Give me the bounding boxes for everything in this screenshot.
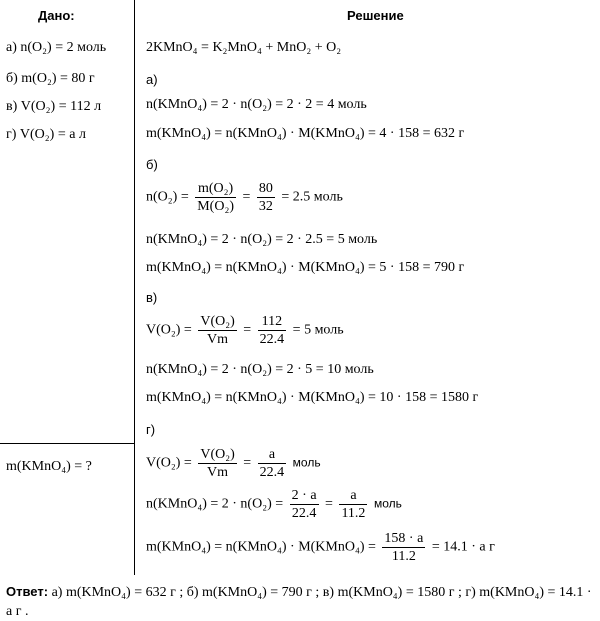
part-b-line-2: n(KMnO₄) = 2 · n(O₂) = 2 · 2.5 = 5 моль [146, 232, 378, 247]
c1-f1-denominator: Vm [207, 332, 229, 347]
b1-fraction-2 [257, 180, 275, 215]
reaction-equation: 2KMnO₄ = K₂MnO₄ + MnO₂ + O₂ [146, 40, 342, 55]
d3-lhs: m(KMnO₄) = n(KMnO₄) · M(KMnO₄) = [146, 539, 376, 555]
c1-fraction-2 [258, 313, 287, 348]
part-b-label: б) [146, 157, 158, 172]
answer-block [6, 582, 596, 621]
d2-fraction-2 [339, 487, 367, 522]
d1-fraction-2 [258, 446, 287, 481]
part-a-line-2: m(KMnO₄) = n(KMnO₄) · M(KMnO₄) = 4 · 158 = 632 г [146, 126, 465, 141]
b1-rhs: = 2.5 моль [281, 189, 343, 205]
c1-f1-numerator: V(O₂) [200, 314, 235, 329]
find-quantity: m(KMnO₄) = ? [6, 459, 92, 474]
b1-f2-numerator: 80 [258, 181, 273, 196]
d1-rhs: моль [292, 455, 321, 470]
d1-f2-numerator: a [258, 446, 287, 464]
answer-text: а) m(KMnO₄) = 632 г ; б) m(KMnO₄) = 790 г ; в) m(KMnO₄) = 1580 г ; г) m(KMnO₄) = 14.1 · a г . [6, 585, 592, 619]
d2-f2-numerator: a [339, 487, 367, 505]
b1-f1-numerator: m(O₂) [195, 180, 236, 198]
d2-f1-denominator: 22.4 [291, 506, 317, 521]
c1-rhs: = 5 моль [292, 322, 344, 338]
part-d-line-3 [146, 530, 495, 565]
part-b-line-3: m(KMnO₄) = n(KMnO₄) · M(KMnO₄) = 5 · 158 = 790 г [146, 260, 465, 275]
d1-f1-denominator: Vm [207, 465, 229, 480]
given-header: Дано: [38, 8, 75, 23]
d1-lhs: V(O₂) = [146, 455, 192, 471]
given-b: б) m(O₂) = 80 г [6, 71, 95, 86]
d1-f2-denominator: 22.4 [259, 465, 285, 480]
part-c-line-2: n(KMnO₄) = 2 · n(O₂) = 2 · 5 = 10 моль [146, 362, 374, 377]
b1-lhs: n(O₂) = [146, 189, 189, 205]
part-b-line-1 [146, 180, 343, 215]
solution-header: Решение [347, 8, 404, 23]
part-d-label: г) [146, 422, 156, 437]
b1-fraction-1 [195, 180, 236, 215]
d1-eq: = [243, 455, 252, 471]
c1-f2-numerator: 112 [258, 313, 287, 331]
answer-label: Ответ: [6, 584, 49, 599]
d2-rhs: моль [373, 496, 402, 511]
part-a-line-1: n(KMnO₄) = 2 · n(O₂) = 2 · 2 = 4 моль [146, 97, 367, 112]
d3-f1-denominator: 11.2 [391, 549, 416, 564]
part-c-label: в) [146, 290, 158, 305]
b1-f2-denominator: 32 [258, 199, 273, 214]
b1-f1-denominator: M(O₂) [197, 199, 234, 214]
part-c-line-3: m(KMnO₄) = n(KMnO₄) · M(KMnO₄) = 10 · 158 = 1580 г [146, 390, 479, 405]
c1-f2-denominator: 22.4 [259, 332, 285, 347]
b1-eq: = [242, 189, 251, 205]
d3-rhs: = 14.1 · a г [431, 539, 495, 555]
d2-f2-denominator: 11.2 [341, 506, 366, 521]
d2-eq: = [325, 496, 333, 512]
part-d-line-2 [146, 487, 402, 522]
table-vertical-divider [134, 0, 135, 575]
d2-f1-numerator: 2 · a [291, 488, 317, 503]
d2-lhs: n(KMnO₄) = 2 · n(O₂) = [146, 496, 284, 512]
table-horizontal-divider [0, 443, 135, 444]
c1-fraction-1 [198, 313, 236, 348]
given-a: а) n(O₂) = 2 моль [6, 40, 107, 55]
part-a-label: а) [146, 72, 158, 87]
given-c: в) V(O₂) = 112 л [6, 99, 102, 114]
part-d-line-1 [146, 446, 321, 481]
part-c-line-1 [146, 313, 344, 348]
d3-fraction-1 [382, 530, 425, 565]
c1-eq: = [243, 322, 252, 338]
d1-f1-numerator: V(O₂) [200, 447, 235, 462]
d3-f1-numerator: 158 · a [384, 531, 424, 546]
d2-fraction-1 [290, 487, 319, 522]
c1-lhs: V(O₂) = [146, 322, 192, 338]
d1-fraction-1 [198, 446, 236, 481]
given-d: г) V(O₂) = a л [6, 127, 86, 142]
